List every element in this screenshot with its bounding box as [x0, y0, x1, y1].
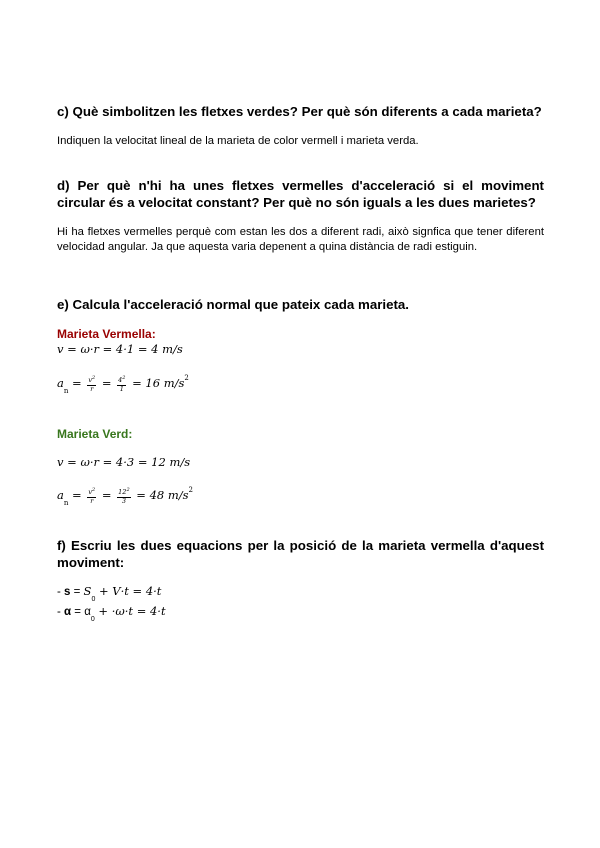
fraction-v2-over-r: $\frac{v^2}{r}$ — [88, 375, 96, 393]
an-subscript: n — [63, 499, 69, 507]
an-symbol: a — [57, 488, 64, 502]
position-equation-alpha: - $\alpha = \alpha_0 + \cdot\omega\cdot t = 4\cdot t$ — [57, 604, 166, 623]
question-e: e) Calcula l'acceleració normal que pateix cada marieta. — [57, 297, 409, 312]
answer-d: Hi ha fletxes vermelles perquè com estan les dos a diferent radi, això signfica que tener diferent velocidad angular. Ja que aquesta varia depenent a quina distància de radi estiguin. — [57, 226, 544, 253]
question-f: f) Escriu les dues equacions per la posició de la marieta vermella d'aquest moviment: — [57, 538, 544, 570]
position-equation-s: - $s = S_0 + V\cdot t = 4\cdot t$ — [57, 584, 162, 603]
question-c: c) Què simbolitzen les fletxes verdes? Per què són diferents a cada marieta? — [57, 104, 542, 119]
question-d: d) Per què n'hi ha unes fletxes vermelles d'acceleració si el moviment circular és a velocitat constant? Per què no són iguals a les dues marietes? — [57, 178, 544, 210]
fraction-values: $\frac{12^2}{3}$ — [118, 487, 130, 505]
fraction-values: $\frac{4^2}{1}$ — [118, 375, 126, 393]
an-symbol: a — [57, 376, 64, 390]
an-subscript: n — [63, 387, 69, 395]
green-velocity-equation: v = ω·r = 4·3 = 12 m/s — [57, 455, 191, 469]
red-normal-acceleration-equation: $a_n$ = $\frac{v^2}{r}$ = $\frac{4^2}{1}$ = 16 $m/s^2$ — [57, 374, 189, 395]
red-velocity-equation: v = ω·r = 4·1 = 4 m/s — [57, 342, 183, 356]
fraction-v2-over-r: $\frac{v^2}{r}$ — [88, 487, 96, 505]
green-normal-acceleration-equation: $a_n$ = $\frac{v^2}{r}$ = $\frac{12^2}{3}$ = 48 $m/s^2$ — [57, 486, 194, 507]
red-ladybug-label: Marieta Vermella: — [57, 327, 156, 341]
an-result: = 48 m/s — [136, 488, 189, 502]
an-result: = 16 m/s — [132, 376, 185, 390]
green-ladybug-label: Marieta Verd: — [57, 427, 133, 441]
answer-c: Indiquen la velocitat lineal de la marieta de color vermell i marieta verda. — [57, 135, 419, 147]
